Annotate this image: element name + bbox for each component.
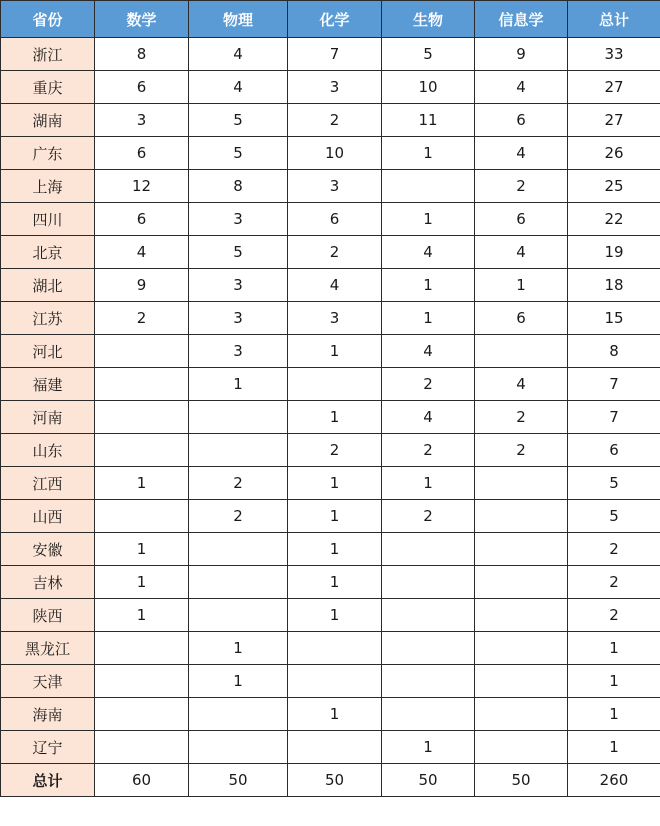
math-cell: 8 [95,38,189,71]
math-cell: 1 [95,566,189,599]
table-row [1,500,660,533]
physics-cell: 3 [189,203,288,236]
physics-cell: 1 [189,665,288,698]
chemistry-cell: 2 [288,104,382,137]
province-cell: 吉林 [1,566,95,599]
informatics-cell [475,599,568,632]
informatics-cell [475,500,568,533]
table-row [1,467,660,500]
physics-cell: 2 [189,467,288,500]
total-cell: 27 [568,104,660,137]
physics-cell: 3 [189,335,288,368]
biology-cell: 2 [382,368,475,401]
province-cell: 湖北 [1,269,95,302]
physics-cell: 3 [189,269,288,302]
total-cell: 27 [568,71,660,104]
biology-cell: 1 [382,302,475,335]
header-informatics: 信息学 [475,1,568,38]
informatics-cell: 1 [475,269,568,302]
math-cell: 12 [95,170,189,203]
province-cell: 上海 [1,170,95,203]
physics-cell: 3 [189,302,288,335]
biology-cell: 10 [382,71,475,104]
chemistry-cell [288,665,382,698]
informatics-cell [475,731,568,764]
physics-cell: 5 [189,137,288,170]
total-cell: 1 [568,698,660,731]
informatics-cell [475,665,568,698]
chemistry-cell: 2 [288,236,382,269]
province-cell: 天津 [1,665,95,698]
table-row [1,71,660,104]
province-cell: 重庆 [1,71,95,104]
informatics-cell [475,698,568,731]
biology-cell [382,599,475,632]
informatics-cell: 2 [475,401,568,434]
province-cell: 浙江 [1,38,95,71]
biology-cell [382,170,475,203]
physics-cell [189,434,288,467]
province-cell: 山东 [1,434,95,467]
informatics-cell: 50 [475,764,568,797]
total-cell: 1 [568,731,660,764]
math-cell [95,500,189,533]
province-cell: 四川 [1,203,95,236]
header-biology: 生物 [382,1,475,38]
chemistry-cell [288,731,382,764]
province-cell: 江苏 [1,302,95,335]
math-cell: 1 [95,599,189,632]
province-cell: 广东 [1,137,95,170]
biology-cell: 4 [382,401,475,434]
table-row [1,236,660,269]
informatics-cell [475,467,568,500]
informatics-cell: 6 [475,203,568,236]
physics-cell [189,698,288,731]
informatics-cell: 6 [475,104,568,137]
chemistry-cell: 3 [288,302,382,335]
biology-cell [382,632,475,665]
biology-cell: 1 [382,203,475,236]
province-cell: 湖南 [1,104,95,137]
chemistry-cell: 4 [288,269,382,302]
table-row [1,203,660,236]
biology-cell: 5 [382,38,475,71]
physics-cell: 4 [189,71,288,104]
biology-cell: 1 [382,731,475,764]
physics-cell [189,599,288,632]
chemistry-cell: 1 [288,533,382,566]
chemistry-cell: 1 [288,599,382,632]
math-cell: 60 [95,764,189,797]
informatics-cell: 4 [475,137,568,170]
total-cell: 7 [568,368,660,401]
informatics-cell: 4 [475,71,568,104]
chemistry-cell: 10 [288,137,382,170]
math-cell: 2 [95,302,189,335]
province-cell: 黑龙江 [1,632,95,665]
physics-cell: 5 [189,236,288,269]
chemistry-cell: 3 [288,71,382,104]
header-chemistry: 化学 [288,1,382,38]
math-cell [95,665,189,698]
total-cell: 7 [568,401,660,434]
biology-cell: 1 [382,137,475,170]
total-cell: 5 [568,467,660,500]
physics-cell [189,566,288,599]
biology-cell: 2 [382,500,475,533]
physics-cell: 5 [189,104,288,137]
table-row [1,170,660,203]
table-row [1,104,660,137]
table-row [1,38,660,71]
table-row [1,698,660,731]
informatics-cell: 2 [475,170,568,203]
province-cell: 福建 [1,368,95,401]
informatics-cell [475,566,568,599]
chemistry-cell: 1 [288,335,382,368]
chemistry-cell: 7 [288,38,382,71]
table-header [1,1,660,38]
informatics-cell [475,533,568,566]
physics-cell: 4 [189,38,288,71]
table-row [1,335,660,368]
table-row [1,302,660,335]
math-cell: 6 [95,137,189,170]
header-total: 总计 [568,1,660,38]
biology-cell [382,533,475,566]
total-cell: 2 [568,533,660,566]
total-cell: 260 [568,764,660,797]
physics-cell: 8 [189,170,288,203]
biology-cell [382,698,475,731]
table-row [1,632,660,665]
math-cell: 4 [95,236,189,269]
province-cell: 辽宁 [1,731,95,764]
header-province: 省份 [1,1,95,38]
physics-cell: 2 [189,500,288,533]
total-cell: 2 [568,566,660,599]
math-cell: 1 [95,467,189,500]
total-cell: 6 [568,434,660,467]
table-row [1,533,660,566]
math-cell [95,401,189,434]
province-cell: 海南 [1,698,95,731]
province-cell: 江西 [1,467,95,500]
chemistry-cell: 1 [288,698,382,731]
biology-cell [382,566,475,599]
math-cell [95,434,189,467]
province-cell: 陕西 [1,599,95,632]
province-cell: 山西 [1,500,95,533]
chemistry-cell: 1 [288,401,382,434]
total-cell: 5 [568,500,660,533]
table-row [1,434,660,467]
table-row [1,401,660,434]
table-row [1,599,660,632]
informatics-cell [475,335,568,368]
table-row [1,368,660,401]
province-cell: 河北 [1,335,95,368]
table-row [1,566,660,599]
total-cell: 2 [568,599,660,632]
table-row [1,665,660,698]
chemistry-cell: 3 [288,170,382,203]
physics-cell: 1 [189,368,288,401]
informatics-cell [475,632,568,665]
table-row [1,137,660,170]
biology-cell [382,665,475,698]
chemistry-cell: 6 [288,203,382,236]
chemistry-cell: 50 [288,764,382,797]
total-cell: 15 [568,302,660,335]
math-cell: 9 [95,269,189,302]
informatics-cell: 4 [475,368,568,401]
math-cell [95,731,189,764]
math-cell: 6 [95,71,189,104]
physics-cell: 50 [189,764,288,797]
chemistry-cell: 1 [288,566,382,599]
chemistry-cell: 1 [288,500,382,533]
biology-cell: 2 [382,434,475,467]
table-row [1,731,660,764]
province-cell: 总计 [1,764,95,797]
informatics-cell: 9 [475,38,568,71]
math-cell: 1 [95,533,189,566]
table-row [1,269,660,302]
province-cell: 河南 [1,401,95,434]
total-cell: 18 [568,269,660,302]
math-cell: 6 [95,203,189,236]
total-cell: 1 [568,632,660,665]
biology-cell: 4 [382,236,475,269]
total-row [1,764,660,797]
physics-cell [189,533,288,566]
informatics-cell: 6 [475,302,568,335]
chemistry-cell: 2 [288,434,382,467]
biology-cell: 11 [382,104,475,137]
province-cell: 北京 [1,236,95,269]
informatics-cell: 2 [475,434,568,467]
biology-cell: 1 [382,467,475,500]
math-cell: 3 [95,104,189,137]
total-cell: 33 [568,38,660,71]
math-cell [95,335,189,368]
total-cell: 25 [568,170,660,203]
informatics-cell: 4 [475,236,568,269]
math-cell [95,698,189,731]
total-cell: 19 [568,236,660,269]
physics-cell [189,401,288,434]
biology-cell: 4 [382,335,475,368]
province-cell: 安徽 [1,533,95,566]
header-math: 数学 [95,1,189,38]
total-cell: 1 [568,665,660,698]
biology-cell: 1 [382,269,475,302]
chemistry-cell [288,632,382,665]
physics-cell: 1 [189,632,288,665]
math-cell [95,368,189,401]
table-body [1,38,660,797]
math-cell [95,632,189,665]
header-physics: 物理 [189,1,288,38]
header-row [1,1,660,38]
total-cell: 22 [568,203,660,236]
chemistry-cell: 1 [288,467,382,500]
biology-cell: 50 [382,764,475,797]
physics-cell [189,731,288,764]
chemistry-cell [288,368,382,401]
total-cell: 8 [568,335,660,368]
total-cell: 26 [568,137,660,170]
